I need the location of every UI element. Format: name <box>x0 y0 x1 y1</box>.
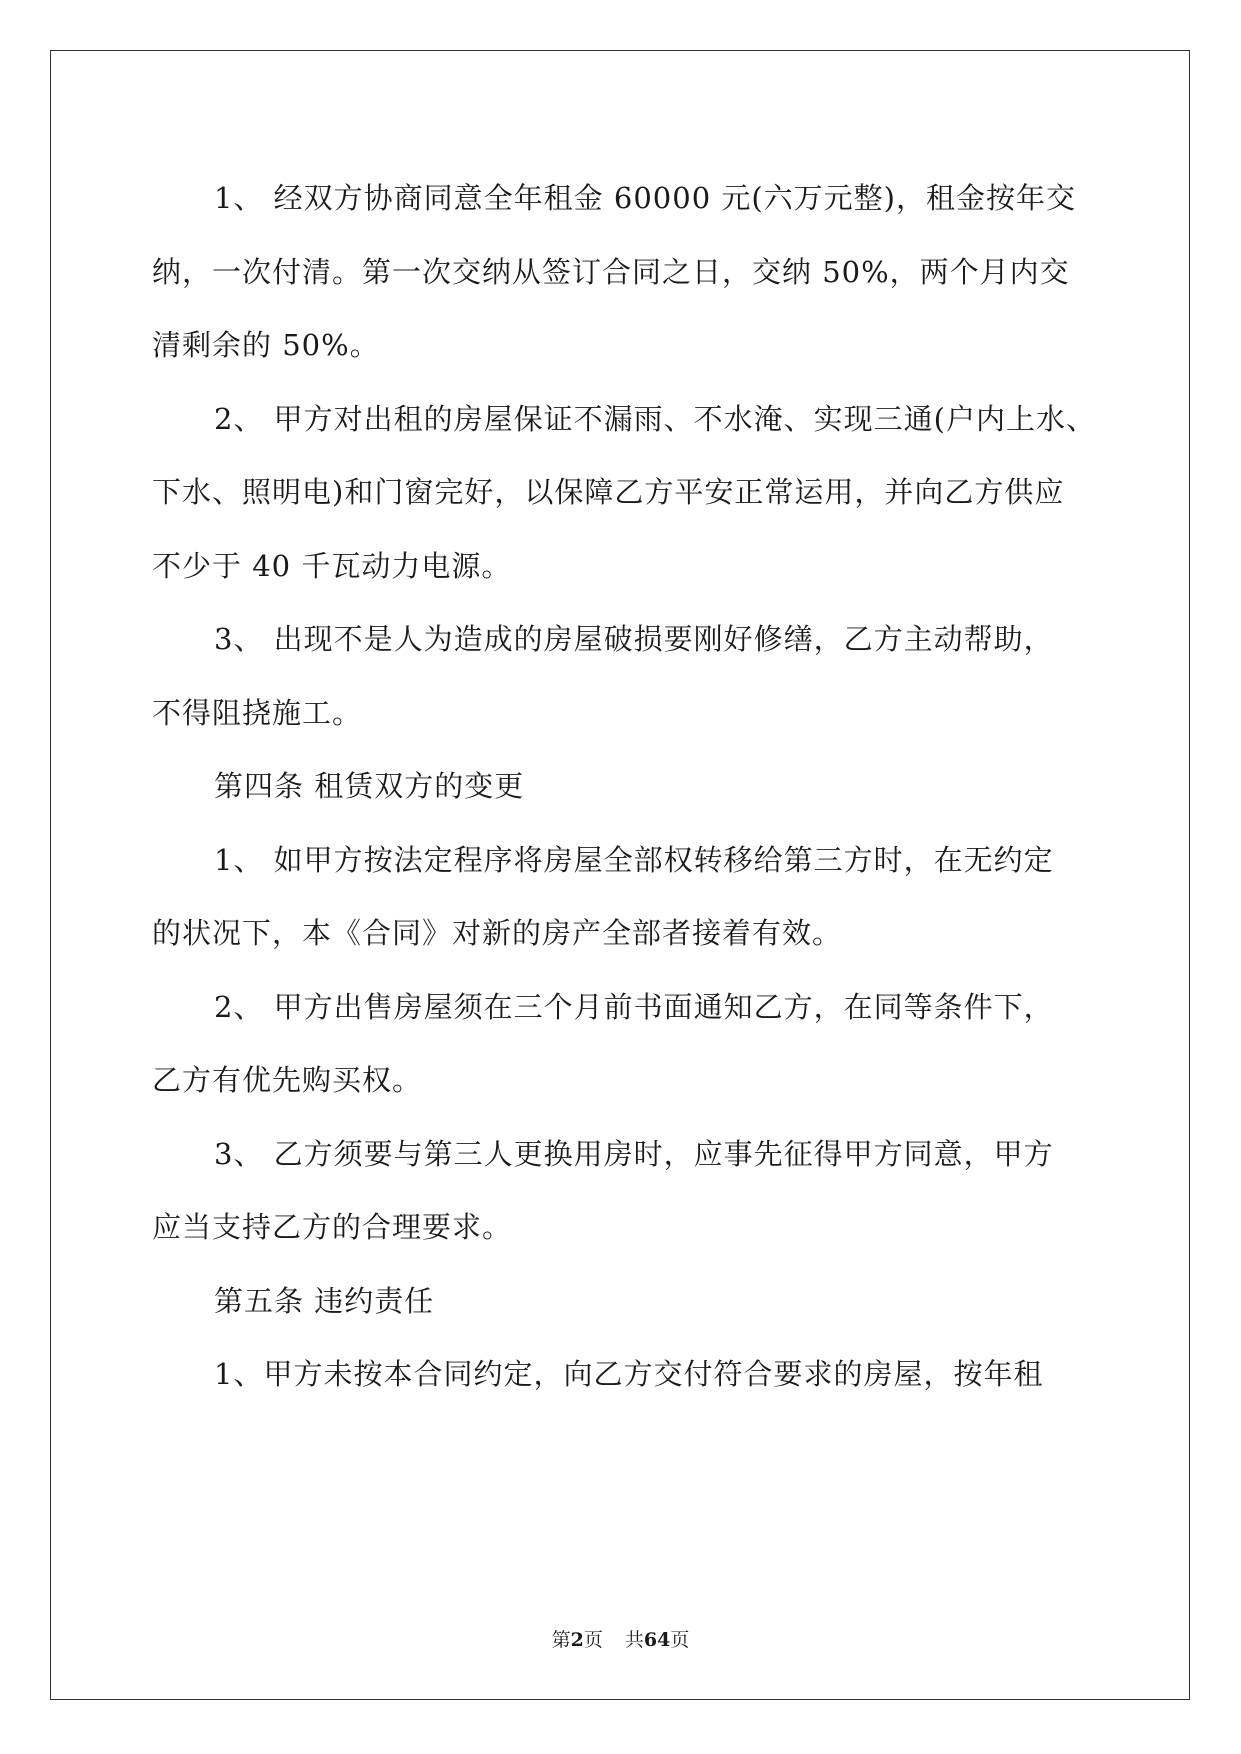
paragraph-house-guarantee <box>152 383 1096 604</box>
section-heading-article-5 <box>152 1265 1082 1339</box>
footer-page-word: 页 <box>583 1629 603 1651</box>
text-line: 3、 乙方须要与第三人更换用房时，应事先征得甲方同意，甲方 <box>214 1136 1054 1171</box>
footer-prefix: 第 <box>551 1629 571 1651</box>
paragraph-breach-landlord <box>152 1338 1082 1412</box>
text-line: 1、甲方未按本合同约定，向乙方交付符合要求的房屋，按年租 <box>214 1357 1044 1391</box>
text-line: 应当支持乙方的合理要求。 <box>152 1210 513 1244</box>
footer-total-suffix: 页 <box>670 1629 690 1651</box>
text-line: 2、 甲方对出租的房屋保证不漏雨、不水淹、实现三通(户内上水、 <box>214 401 1096 436</box>
page-footer <box>0 1625 1241 1652</box>
text-line: 2、 甲方出售房屋须在三个月前书面通知乙方，在同等条件下， <box>214 989 1054 1024</box>
paragraph-rent-payment <box>152 162 1082 383</box>
section-heading: 第五条 违约责任 <box>214 1283 435 1318</box>
paragraph-ownership-transfer <box>152 824 1082 971</box>
current-page-number: 2 <box>570 1629 584 1651</box>
total-page-count: 64 <box>643 1629 671 1651</box>
text-line: 不少于 40 千瓦动力电源。 <box>152 548 512 583</box>
footer-total-prefix: 共 <box>624 1629 644 1651</box>
text-line: 下水、照明电)和门窗完好，以保障乙方平安正常运用，并向乙方供应 <box>152 475 1065 509</box>
text-line: 1、 经双方协商同意全年租金 60000 元(六万元整)，租金按年交 <box>214 181 1076 215</box>
paragraph-sale-notice <box>152 971 1082 1118</box>
text-line: 不得阻挠施工。 <box>152 695 363 730</box>
section-heading-article-4 <box>152 750 1082 824</box>
text-line: 纳，一次付清。第一次交纳从签订合同之日，交纳 50%，两个月内交 <box>152 254 1070 289</box>
paragraph-third-party-exchange <box>152 1118 1082 1265</box>
document-body <box>152 162 1096 1412</box>
section-heading: 第四条 租赁双方的变更 <box>214 769 525 803</box>
text-line: 3、 出现不是人为造成的房屋破损要刚好修缮，乙方主动帮助， <box>214 622 1054 656</box>
text-line: 的状况下，本《合同》对新的房产全部者接着有效。 <box>152 916 843 950</box>
text-line: 乙方有优先购买权。 <box>152 1063 423 1097</box>
paragraph-repairs <box>152 603 1082 750</box>
text-line: 1、 如甲方按法定程序将房屋全部权转移给第三方时，在无约定 <box>214 842 1054 877</box>
text-line: 清剩余的 50%。 <box>152 328 380 362</box>
